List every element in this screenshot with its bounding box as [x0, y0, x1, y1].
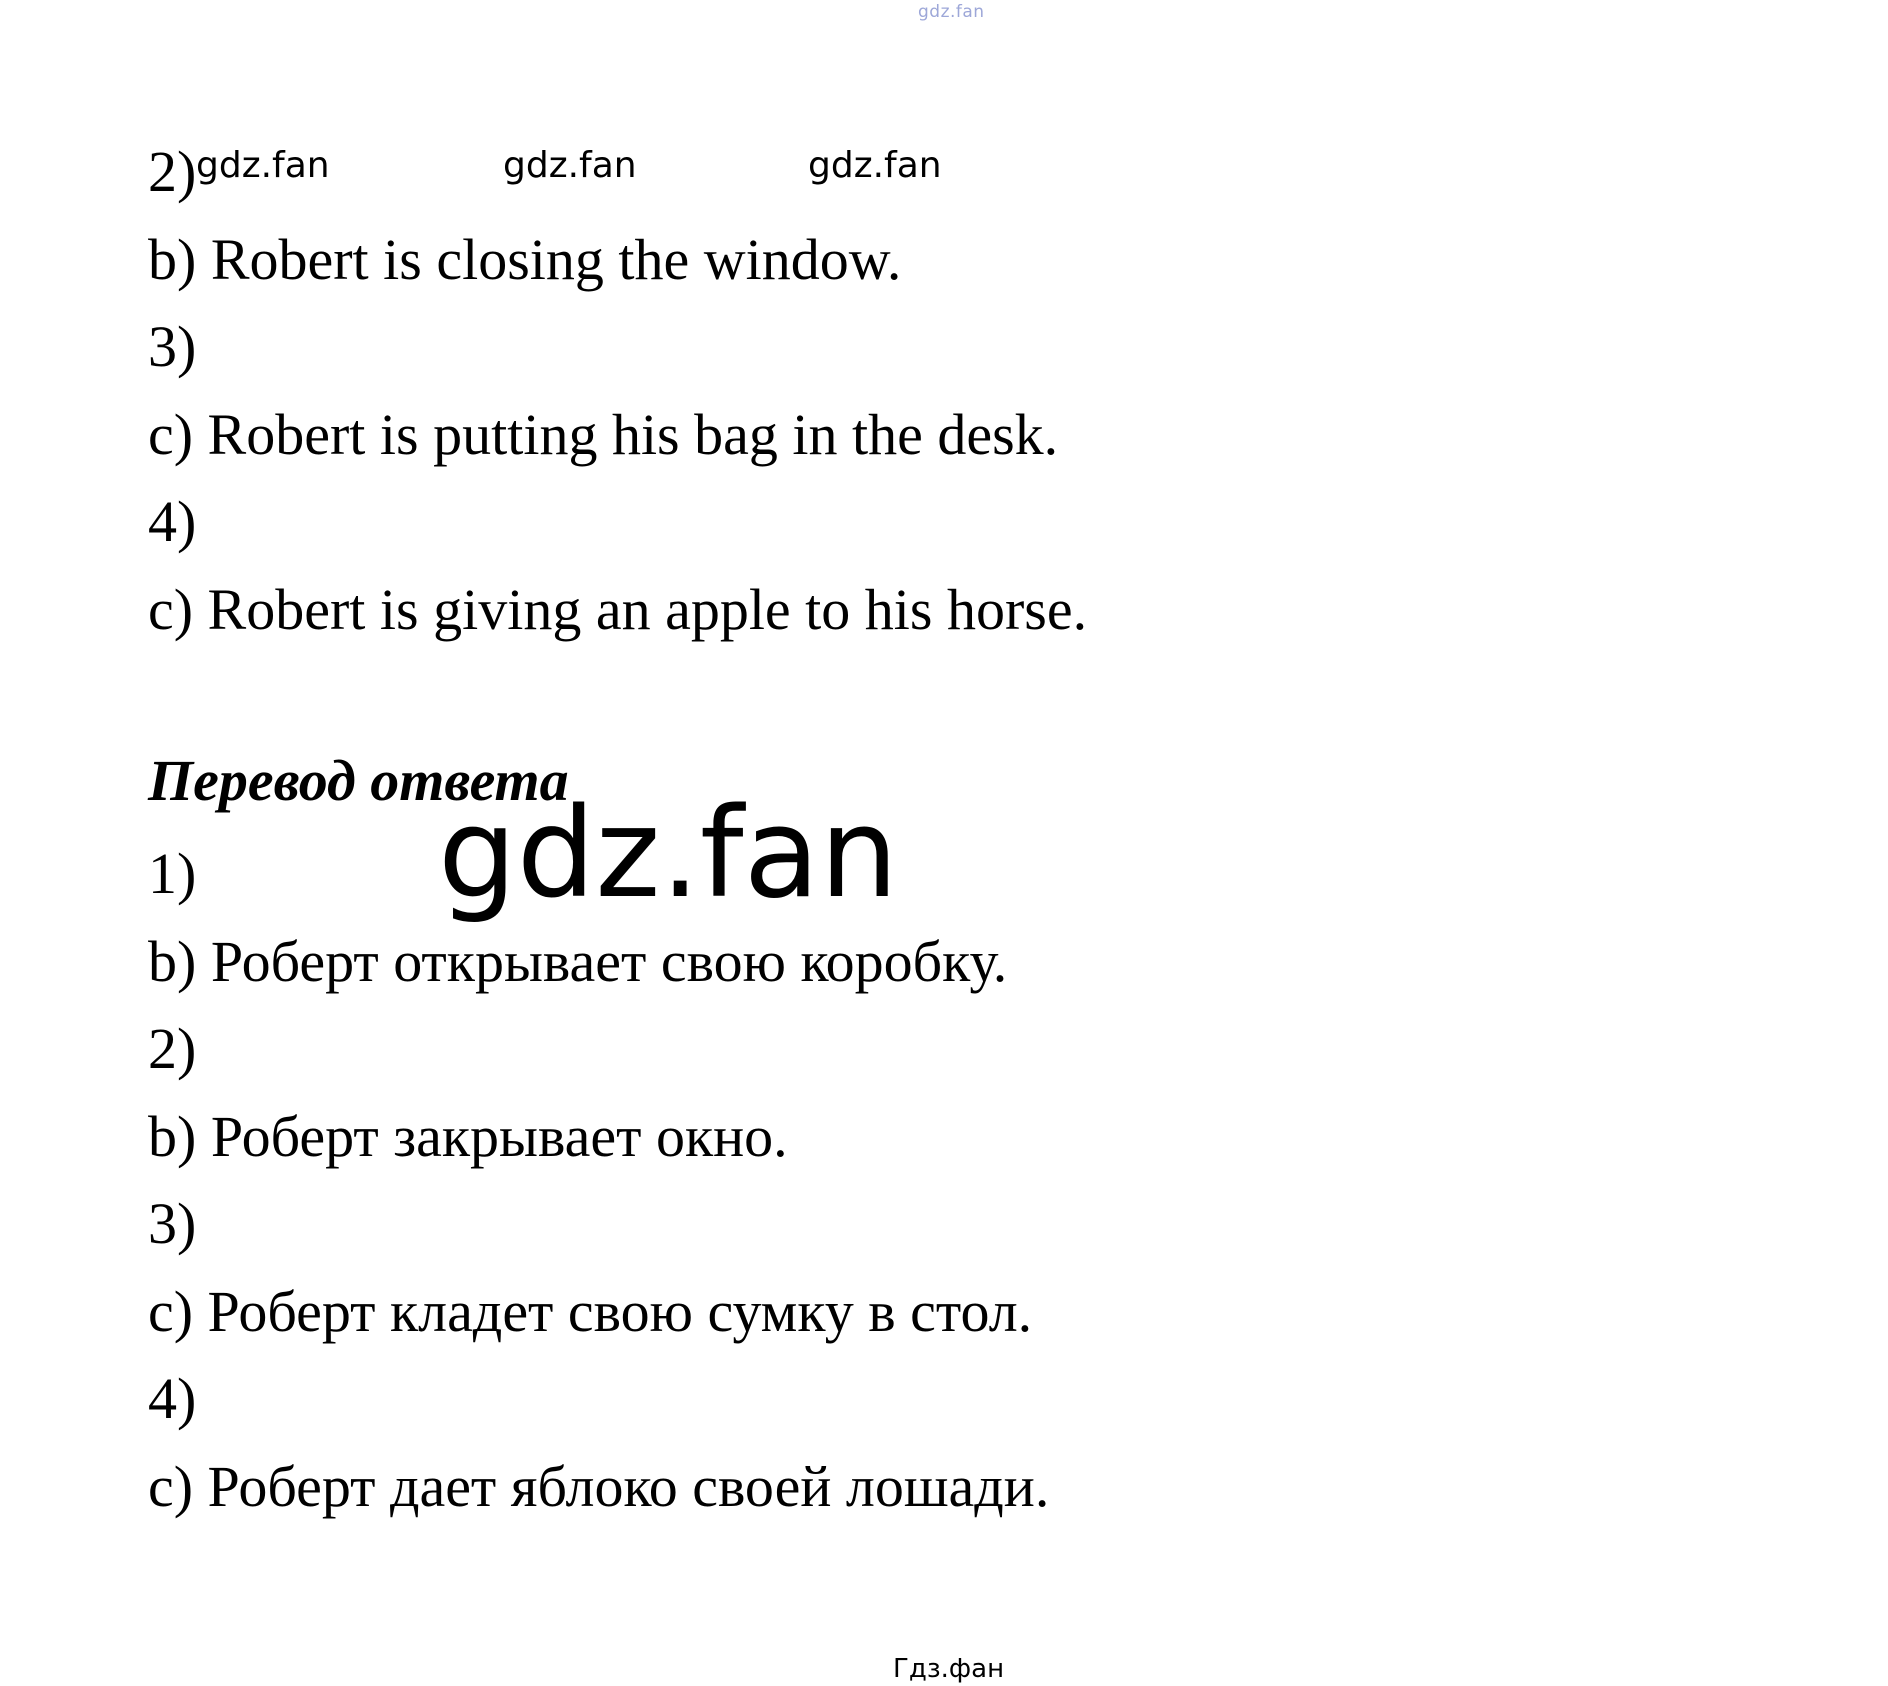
watermark-text-2: gdz.fan — [503, 145, 637, 186]
english-answer-4: c) Robert is giving an apple to his horse. — [148, 577, 1088, 642]
translation-item-number-4: 4) — [148, 1366, 197, 1431]
translation-answer-4: c) Роберт дает яблоко своей лошади. — [148, 1454, 1050, 1519]
english-answer-3: c) Robert is putting his bag in the desk. — [148, 402, 1059, 467]
translation-answer-3: c) Роберт кладет свою сумку в стол. — [148, 1279, 1033, 1344]
translation-answer-1: b) Роберт открывает свою коробку. — [148, 929, 1008, 994]
translation-item-number-1: 1) — [148, 841, 197, 906]
translation-answer-2: b) Роберт закрывает окно. — [148, 1104, 788, 1169]
top-watermark: gdz.fan — [918, 2, 985, 22]
translation-item-number-3: 3) — [148, 1191, 197, 1256]
english-item-number-2: 2) — [148, 139, 197, 204]
large-watermark: gdz.fan — [438, 782, 899, 926]
english-answer-2: b) Robert is closing the window. — [148, 227, 902, 292]
english-item-number-3: 3) — [148, 314, 197, 379]
english-item-number-4: 4) — [148, 489, 197, 554]
watermark-text-3: gdz.fan — [808, 145, 942, 186]
footer-watermark: Гдз.фан — [893, 1654, 1005, 1684]
watermark-text-1: gdz.fan — [196, 145, 330, 186]
translation-heading: Перевод ответа — [148, 748, 569, 813]
translation-item-number-2: 2) — [148, 1016, 197, 1081]
